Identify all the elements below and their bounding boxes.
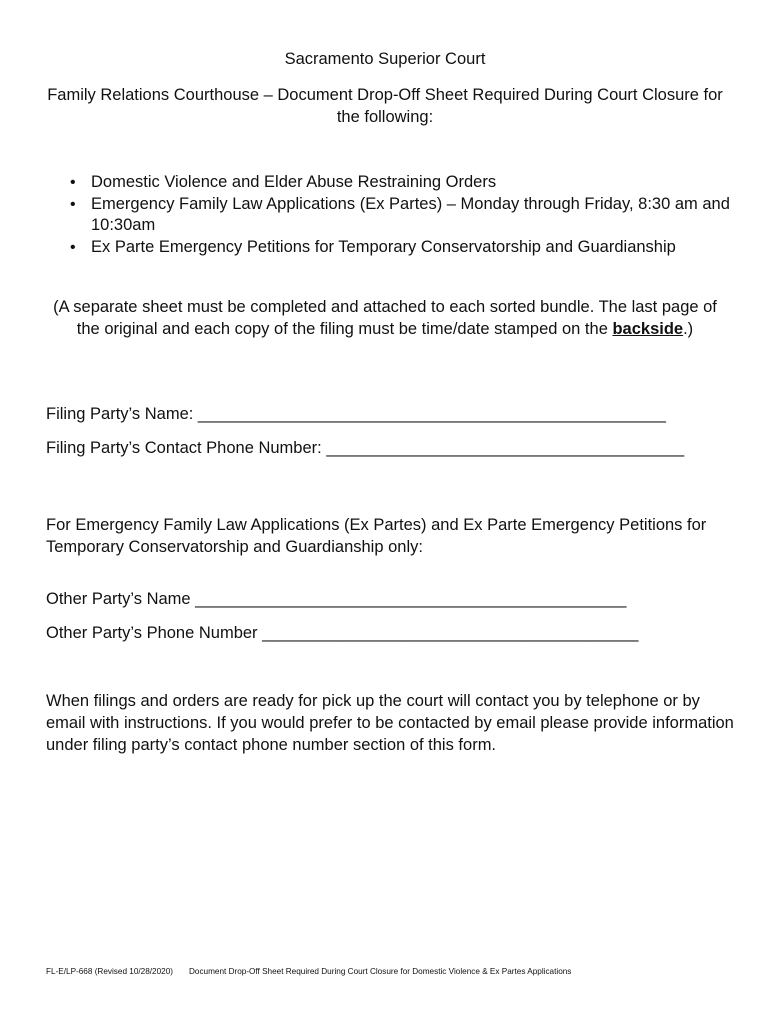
other-party-name-field[interactable]: Other Party’s Name _______________________________________________ (46, 590, 627, 608)
case-type-list (66, 172, 736, 258)
list-item-text: Domestic Violence and Elder Abuse Restraining Orders (91, 173, 497, 191)
bullet-icon: • (70, 174, 76, 191)
contact-info-text: When filings and orders are ready for pick up the court will contact you by telephone or by email with instructions. If you would prefer to be contacted by email please provide information under filing party’s contact phone number section of this form. (46, 692, 734, 754)
list-item (66, 237, 736, 259)
note-end: .) (683, 320, 694, 338)
emergency-intro-text: For Emergency Family Law Applications (Ex Partes) and Ex Parte Emergency Petitions for Temporary Conservatorship and Guardianship only: (46, 516, 707, 556)
bullet-icon: • (70, 195, 76, 213)
list-item-text: Ex Parte Emergency Petitions for Temporary Conservatorship and Guardianship (91, 237, 676, 256)
page-footer (46, 967, 571, 976)
other-party-phone-field[interactable]: Other Party’s Phone Number _________________________________________ (46, 624, 639, 642)
list-item (66, 194, 736, 237)
list-item (66, 172, 736, 194)
bullet-icon: • (70, 238, 76, 256)
court-title: Sacramento Superior Court (284, 50, 486, 68)
list-item-text: Emergency Family Law Applications (Ex Partes) – Monday through Friday, 8:30 am and 10:30am (91, 194, 730, 234)
footer-description: Document Drop-Off Sheet Required During Court Closure for Domestic Violence & Ex Partes Applications (188, 967, 572, 976)
filing-party-phone-field[interactable]: Filing Party’s Contact Phone Number: _______________________________________ (46, 439, 685, 457)
form-id: FL-E/LP-668 (Revised 10/28/2020) (46, 967, 173, 976)
note-emphasis: backside (612, 320, 684, 338)
note-text: (A separate sheet must be completed and attached to each sorted bundle. The last page of the original and each copy of the filing must be time/date stamped on the (53, 298, 717, 338)
instruction-note (40, 296, 730, 340)
filing-party-name-field[interactable]: Filing Party’s Name: ___________________________________________________ (46, 405, 666, 423)
document-subtitle: Family Relations Courthouse – Document Drop-Off Sheet Required During Court Closure for the following: (47, 86, 723, 126)
